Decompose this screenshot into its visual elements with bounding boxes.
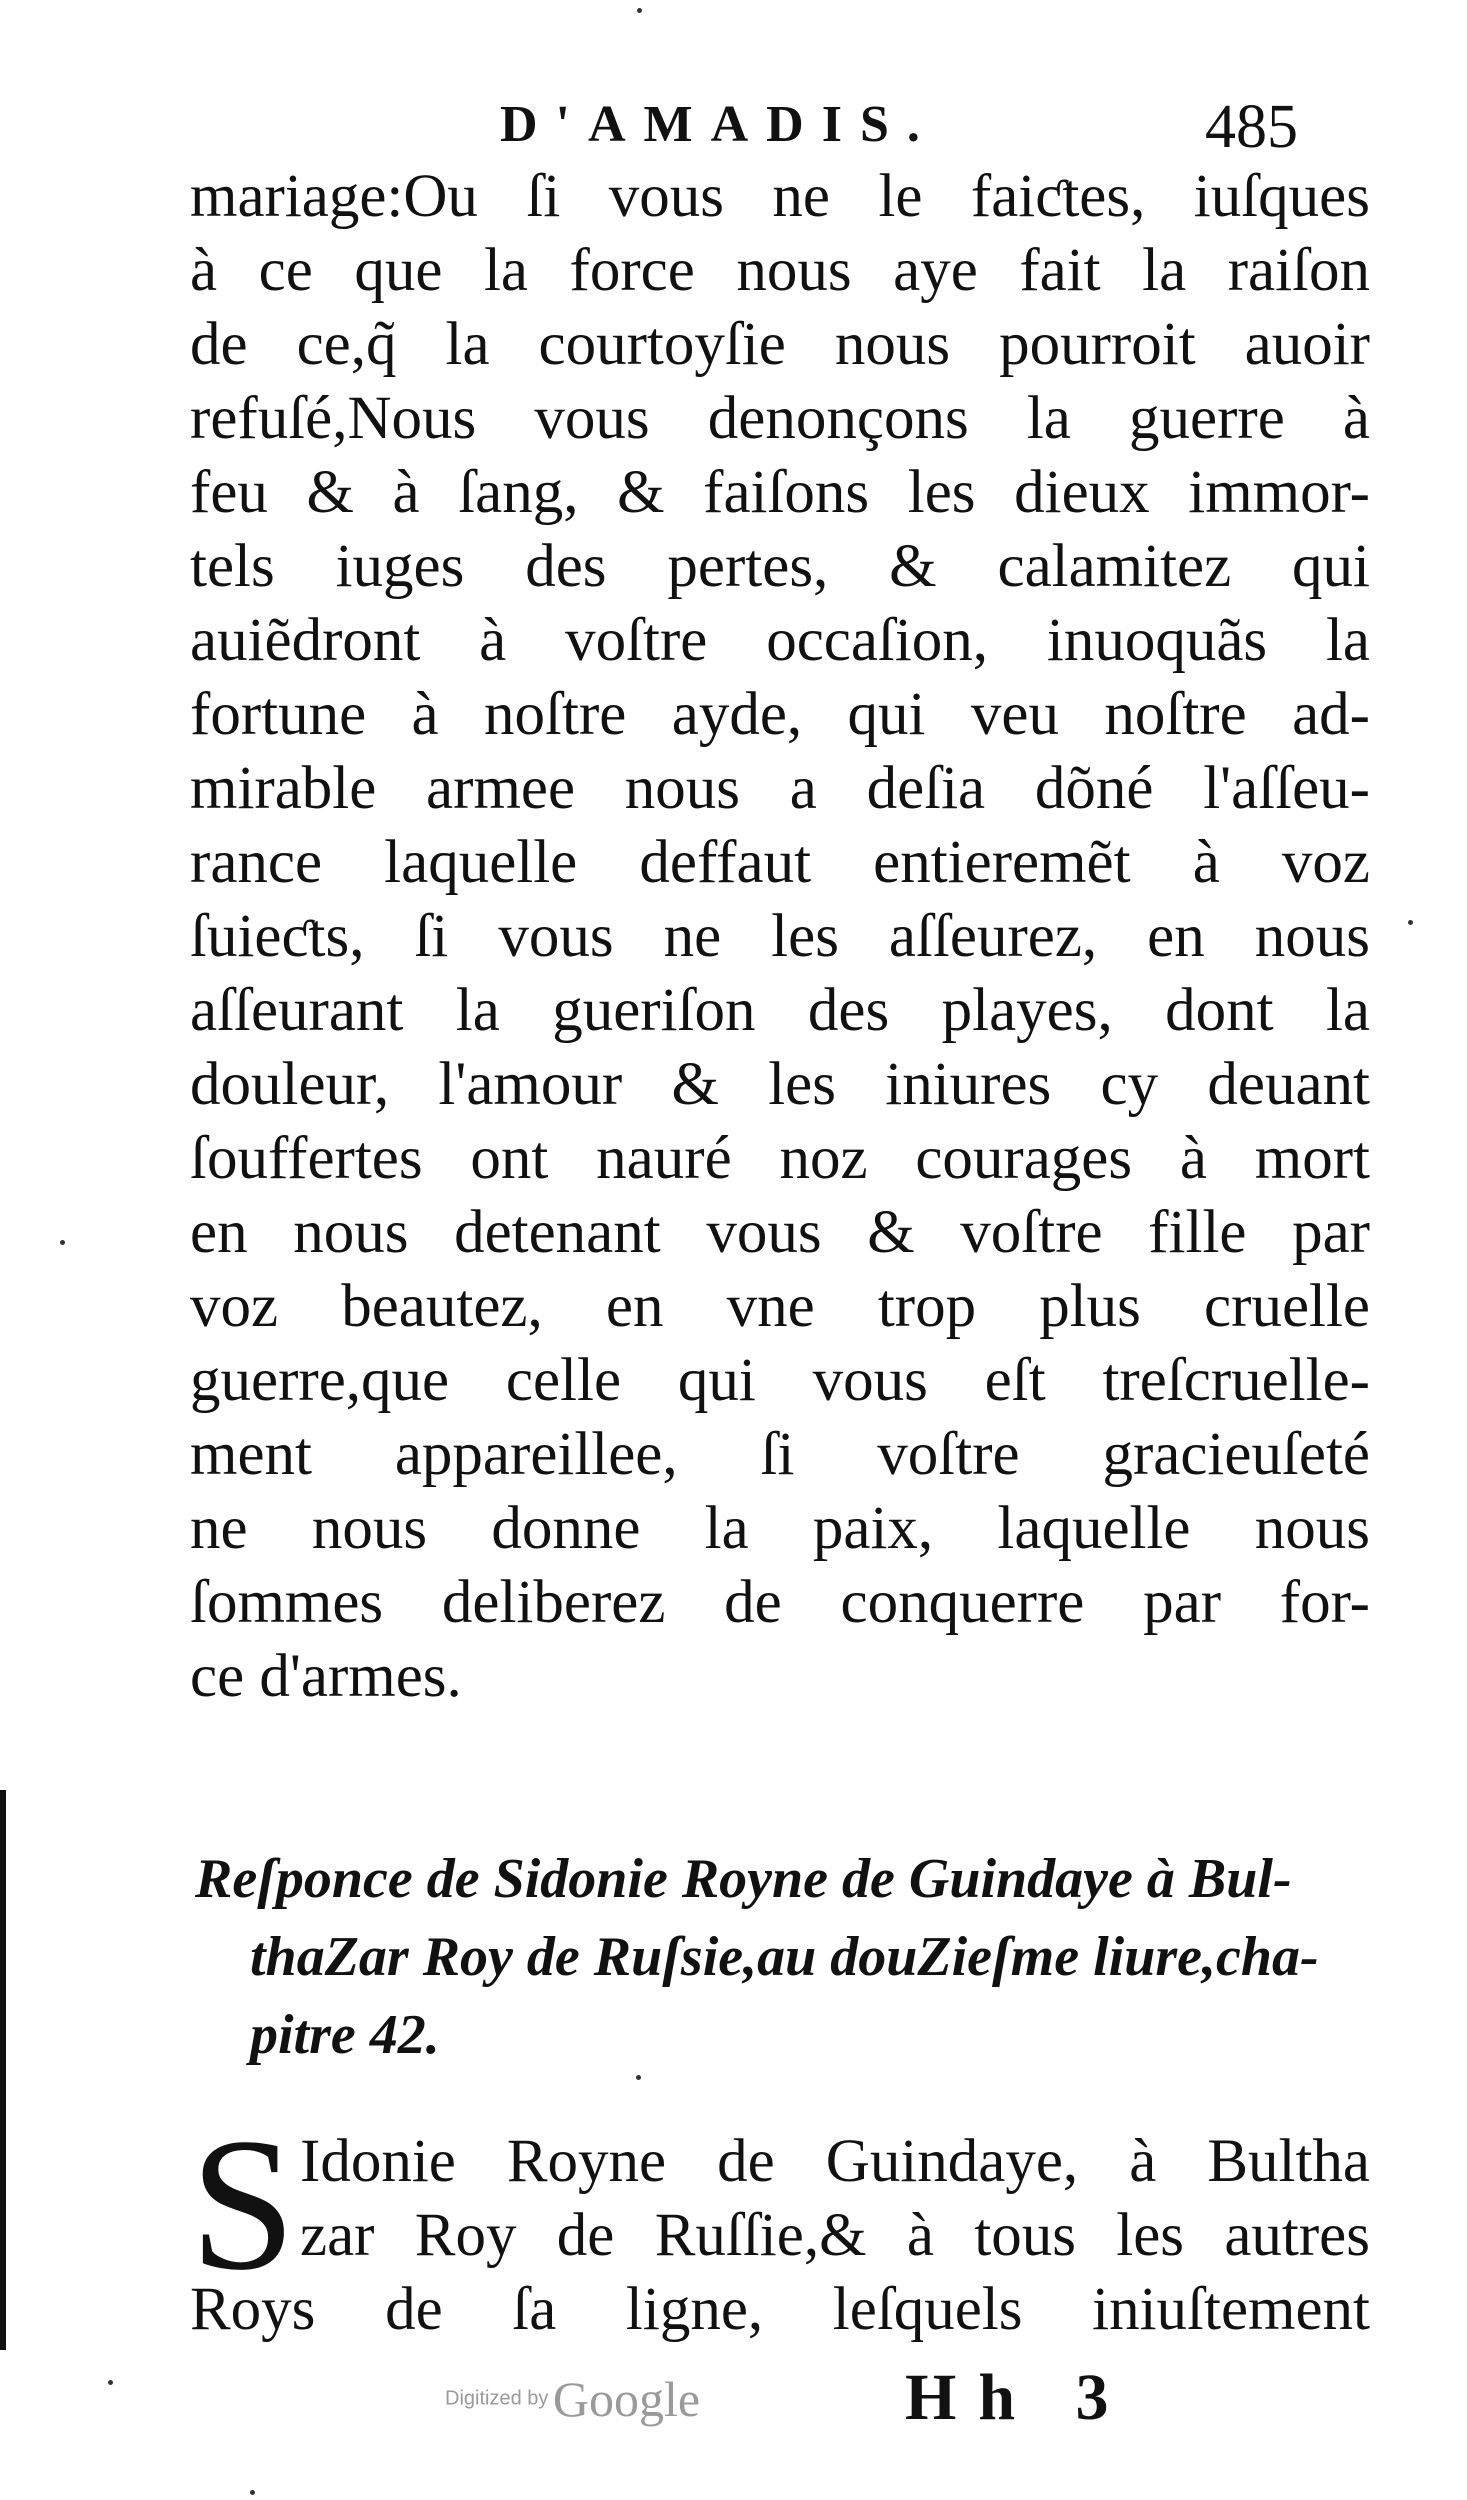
text-line: voz beautez, en vne trop plus cruelle <box>190 1273 1370 1340</box>
text-line: refuſé,Nous vous denonçons la guerre à <box>190 385 1370 452</box>
text-line: aſſeurant la gueriſon des playes, dont la <box>190 977 1370 1044</box>
text-line: Roys de ſa ligne, leſquels iniuſtement <box>190 2276 1370 2343</box>
text-line: de ce,q̃ la courtoyſie nous pourroit auoir <box>190 311 1370 378</box>
page-number: 485 <box>1205 93 1298 161</box>
text-line: douleur, l'amour & les iniures cy deuant <box>190 1051 1370 1118</box>
text-line: en nous detenant vous & voſtre fille par <box>190 1199 1370 1266</box>
ink-speck <box>108 2380 113 2385</box>
text-line: tels iuges des pertes, & calamitez qui <box>190 533 1370 600</box>
signature-mark: Hh 3 <box>905 2361 1131 2434</box>
text-line: fortune à noſtre ayde, qui veu noſtre ad- <box>190 681 1370 748</box>
text-line: ſouffertes ont nauré noz courages à mort <box>190 1125 1370 1192</box>
ink-speck <box>250 2490 255 2495</box>
digitized-label: Digitized by <box>445 2387 549 2410</box>
text-line: à ce que la force nous aye fait la raiſon <box>190 237 1370 304</box>
running-title: D'AMADIS. <box>500 96 938 153</box>
text-line: ment appareillee, ſi voſtre gracieuſeté <box>190 1421 1370 1488</box>
text-line: feu & à ſang, & faiſons les dieux immor- <box>190 459 1370 526</box>
text-line: ne nous donne la paix, laquelle nous <box>190 1495 1370 1562</box>
ink-speck <box>636 2075 641 2080</box>
text-line: mariage:Ou ſi vous ne le faiƈtes, iuſques <box>190 163 1370 230</box>
text-line: rance laquelle deffaut entieremẽt à voz <box>190 829 1370 896</box>
digitized-watermark <box>445 2370 700 2428</box>
text-line: Idonie Royne de Guindaye, à Bultha <box>300 2128 1370 2195</box>
heading-line: Reſponce de Sidonie Royne de Guindaye à Bul- <box>195 1848 1292 1910</box>
text-line: auiẽdront à voſtre occaſion, inuoquãs la <box>190 607 1370 674</box>
text-line: mirable armee nous a deſia dõné l'aſſeu- <box>190 755 1370 822</box>
google-logo: Google <box>552 2371 701 2427</box>
body-paragraph <box>190 160 1370 1714</box>
text-line: ce d'armes. <box>190 1643 462 1710</box>
heading-line: pitre 42. <box>250 2004 440 2066</box>
ink-speck <box>1408 920 1413 925</box>
ink-speck <box>60 1240 65 1245</box>
text-line: ſommes deliberez de conquerre par for- <box>190 1569 1370 1636</box>
heading-line: thaZar Roy de Ruſsie,au douZieſme liure,cha- <box>250 1926 1319 1988</box>
text-line: ſuieƈts, ſi vous ne les aſſeurez, en nous <box>190 903 1370 970</box>
page-edge-rule <box>0 1790 6 2350</box>
letter-opening <box>190 2100 1370 2347</box>
ink-speck <box>637 8 642 13</box>
text-line: zar Roy de Ruſſie,& à tous les autres <box>300 2202 1370 2269</box>
drop-cap: S <box>190 2100 296 2310</box>
text-line: guerre,que celle qui vous eſt treſcruelle- <box>190 1347 1370 1414</box>
section-heading <box>195 1840 1365 2074</box>
